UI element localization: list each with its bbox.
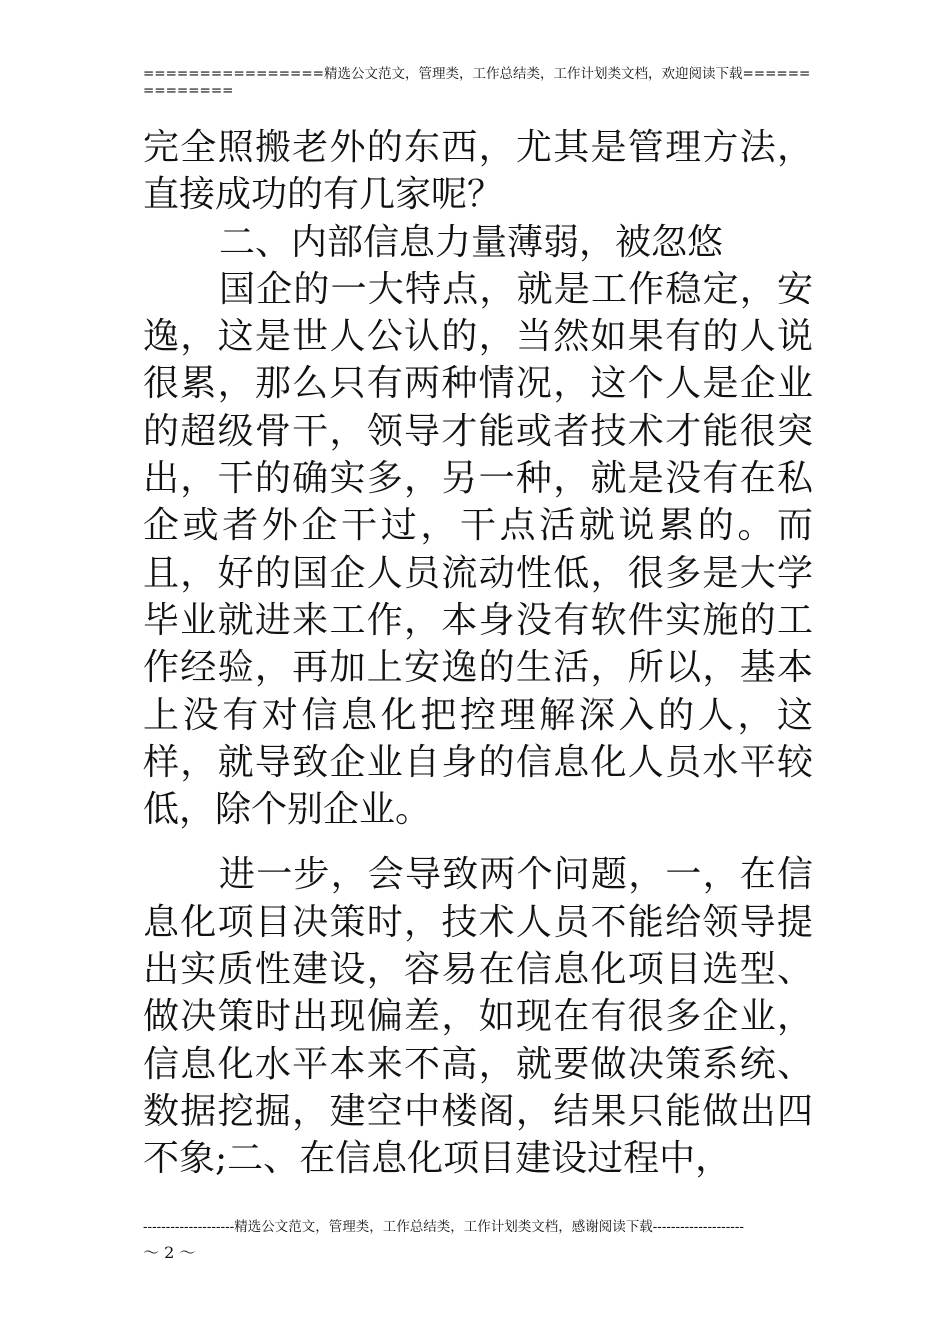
paragraph: 国企的一大特点，就是工作稳定，安逸，这是世人公认的，当然如果有的人说很累，那么只有两种情况，这个人是企业的超级骨干，领导才能或者技术才能很突出，干的确实多，另一种，就是没有在私企或者外企干过，干点活就说累的。而且，好的国企人员流动性低，很多是大学毕业就进来工作，本身没有软件实施的工作经验，再加上安逸的生活，所以，基本上没有对信息化把控理解深入的人，这样，就导致企业自身的信息化人员水平较低，除个别企业。	[143, 268, 813, 831]
page-header: ================精选公文范文，管理类，工作总结类，工作计划类文档，欢迎阅读下载==============	[143, 66, 811, 99]
section-heading: 二、内部信息力量薄弱，被忽悠	[219, 221, 724, 263]
paragraph: 进一步，会导致两个问题，一，在信息化项目决策时，技术人员不能给领导提出实质性建设，容易在信息化项目选型、做决策时出现偏差，如现在有很多企业，信息化水平本来不高，就要做决策系统、数据挖掘，建空中楼阁，结果只能做出四不象;二、在信息化项目建设过程中，	[143, 854, 813, 1180]
document-body	[143, 124, 813, 1183]
page-number: ～ 2 ～	[143, 1243, 196, 1262]
page-footer: --------------------精选公文范文，管理类，工作总结类，工作计划类文档，感谢阅读下载--------------------	[143, 1219, 744, 1235]
paragraph-continuation: 完全照搬老外的东西，尤其是管理方法，直接成功的有几家呢？	[143, 127, 813, 216]
